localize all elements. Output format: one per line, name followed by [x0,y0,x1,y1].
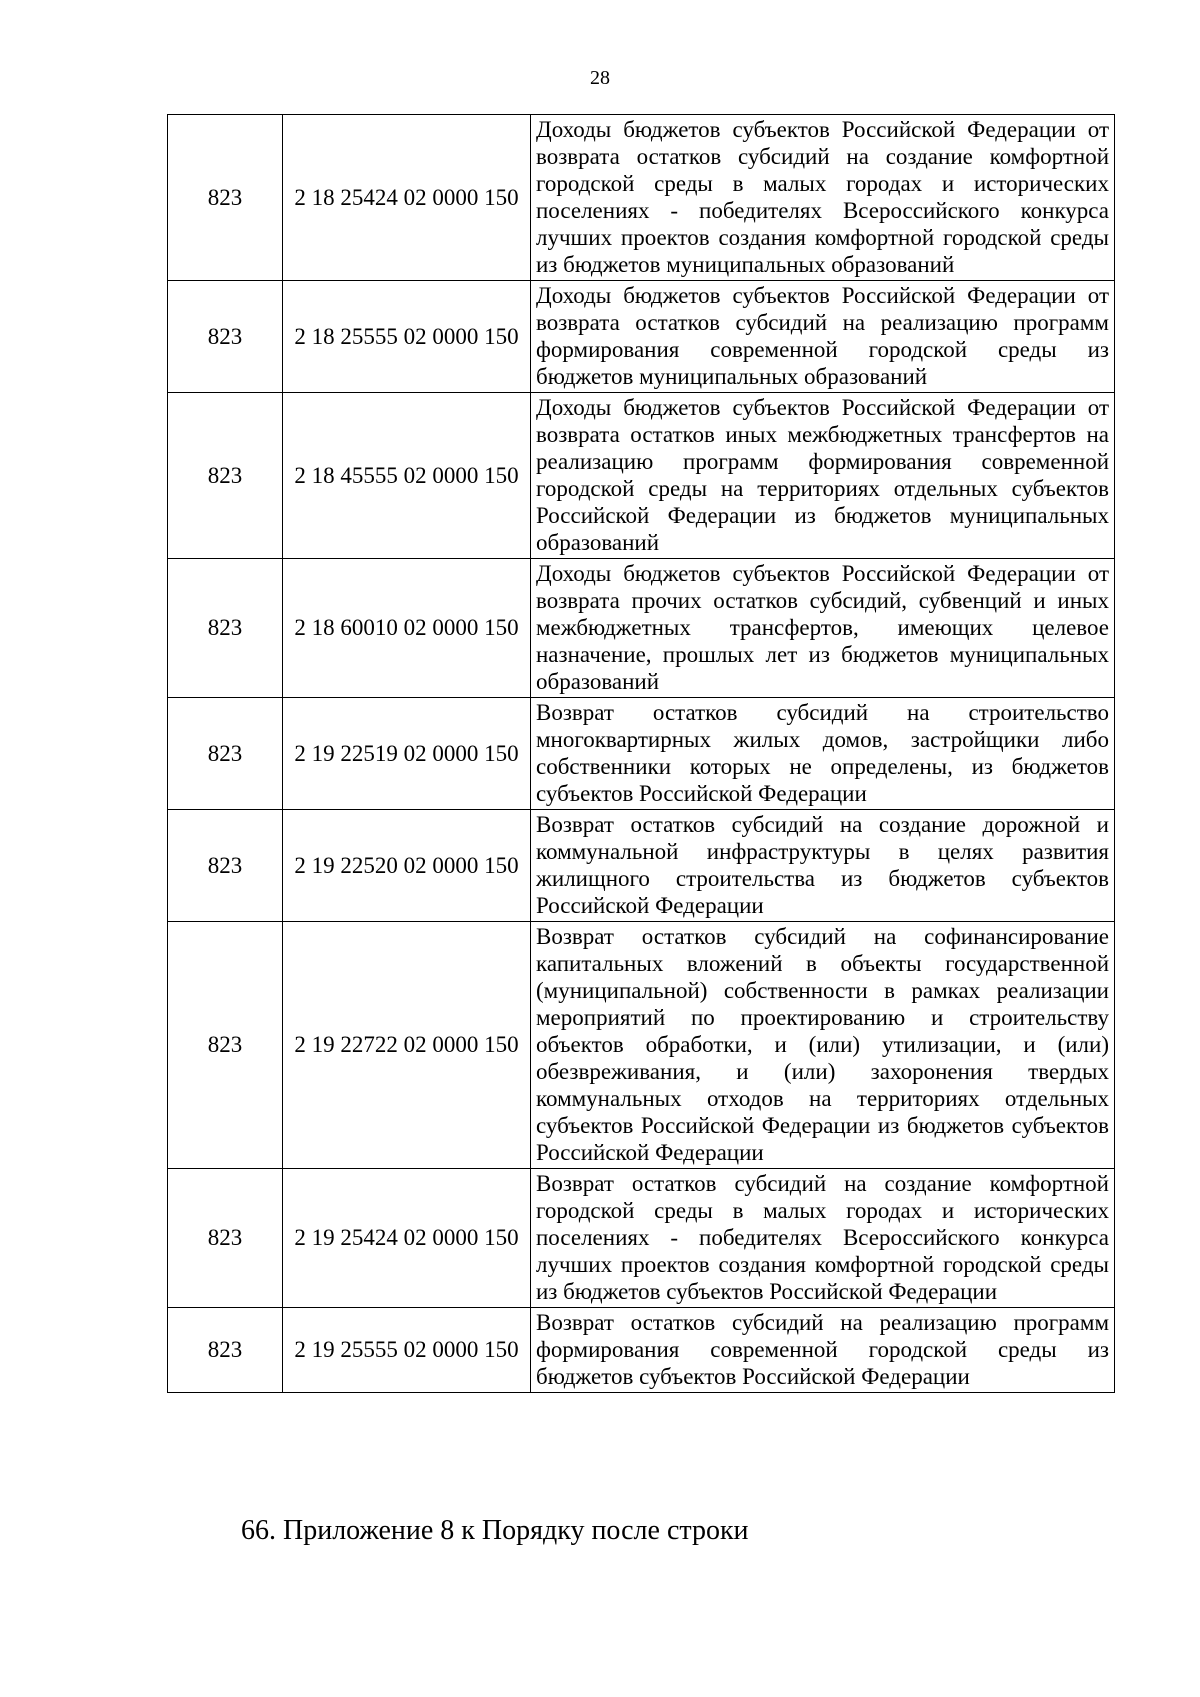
revenue-name-cell: Доходы бюджетов субъектов Российской Федерации от возврата остатков иных межбюджетных трансфертов на реализацию программ формирования современной городской среды на территориях отдельных субъектов Российской Федерации из бюджетов муниципальных образований [531,393,1115,559]
revenue-name-cell: Доходы бюджетов субъектов Российской Федерации от возврата остатков субсидий на создание комфортной городской среды в малых городах и исторических поселениях - победителях Всероссийского конкурса лучших проектов создания комфортной городской среды из бюджетов муниципальных образований [531,115,1115,281]
admin-code-cell: 823 [168,1169,283,1308]
kbk-code-cell: 2 19 22722 02 0000 150 [283,922,531,1169]
admin-code-cell: 823 [168,810,283,922]
kbk-code-cell: 2 19 25555 02 0000 150 [283,1308,531,1393]
table-row [168,393,1115,559]
revenue-name-cell: Доходы бюджетов субъектов Российской Федерации от возврата прочих остатков субсидий, субвенций и иных межбюджетных трансфертов, имеющих целевое назначение, прошлых лет из бюджетов муниципальных образований [531,559,1115,698]
admin-code-cell: 823 [168,281,283,393]
kbk-code-cell: 2 18 45555 02 0000 150 [283,393,531,559]
table-row [168,922,1115,1169]
table-row [168,559,1115,698]
admin-code-cell: 823 [168,559,283,698]
table-row [168,810,1115,922]
admin-code-cell: 823 [168,698,283,810]
page-number: 28 [590,67,610,89]
admin-code-cell: 823 [168,393,283,559]
kbk-code-cell: 2 19 25424 02 0000 150 [283,1169,531,1308]
table-row [168,1308,1115,1393]
kbk-code-cell: 2 18 60010 02 0000 150 [283,559,531,698]
kbk-code-cell: 2 19 22520 02 0000 150 [283,810,531,922]
admin-code-cell: 823 [168,1308,283,1393]
kbk-code-cell: 2 18 25555 02 0000 150 [283,281,531,393]
kbk-code-cell: 2 19 22519 02 0000 150 [283,698,531,810]
budget-codes-table [167,114,1115,1393]
revenue-name-cell: Возврат остатков субсидий на создание комфортной городской среды в малых городах и исторических поселениях - победителях Всероссийского конкурса лучших проектов создания комфортной городской среды из бюджетов субъектов Российской Федерации [531,1169,1115,1308]
table-row [168,281,1115,393]
revenue-name-cell: Возврат остатков субсидий на реализацию программ формирования современной городской среды из бюджетов субъектов Российской Федерации [531,1308,1115,1393]
admin-code-cell: 823 [168,115,283,281]
revenue-name-cell: Возврат остатков субсидий на создание дорожной и коммунальной инфраструктуры в целях развития жилищного строительства из бюджетов субъектов Российской Федерации [531,810,1115,922]
revenue-name-cell: Возврат остатков субсидий на софинансирование капитальных вложений в объекты государственной (муниципальной) собственности в рамках реализации мероприятий по проектированию и строительству объектов обработки, и (или) утилизации, и (или) обезвреживания, и (или) захоронения твердых коммунальных отходов на территориях отдельных субъектов Российской Федерации из бюджетов субъектов Российской Федерации [531,922,1115,1169]
paragraph-text: 66. Приложение 8 к Порядку после строки [241,1515,749,1546]
admin-code-cell: 823 [168,922,283,1169]
revenue-name-cell: Доходы бюджетов субъектов Российской Федерации от возврата остатков субсидий на реализацию программ формирования современной городской среды из бюджетов муниципальных образований [531,281,1115,393]
table-row [168,1169,1115,1308]
table-row [168,115,1115,281]
table-row [168,698,1115,810]
kbk-code-cell: 2 18 25424 02 0000 150 [283,115,531,281]
revenue-name-cell: Возврат остатков субсидий на строительство многоквартирных жилых домов, застройщики либо собственники которых не определены, из бюджетов субъектов Российской Федерации [531,698,1115,810]
